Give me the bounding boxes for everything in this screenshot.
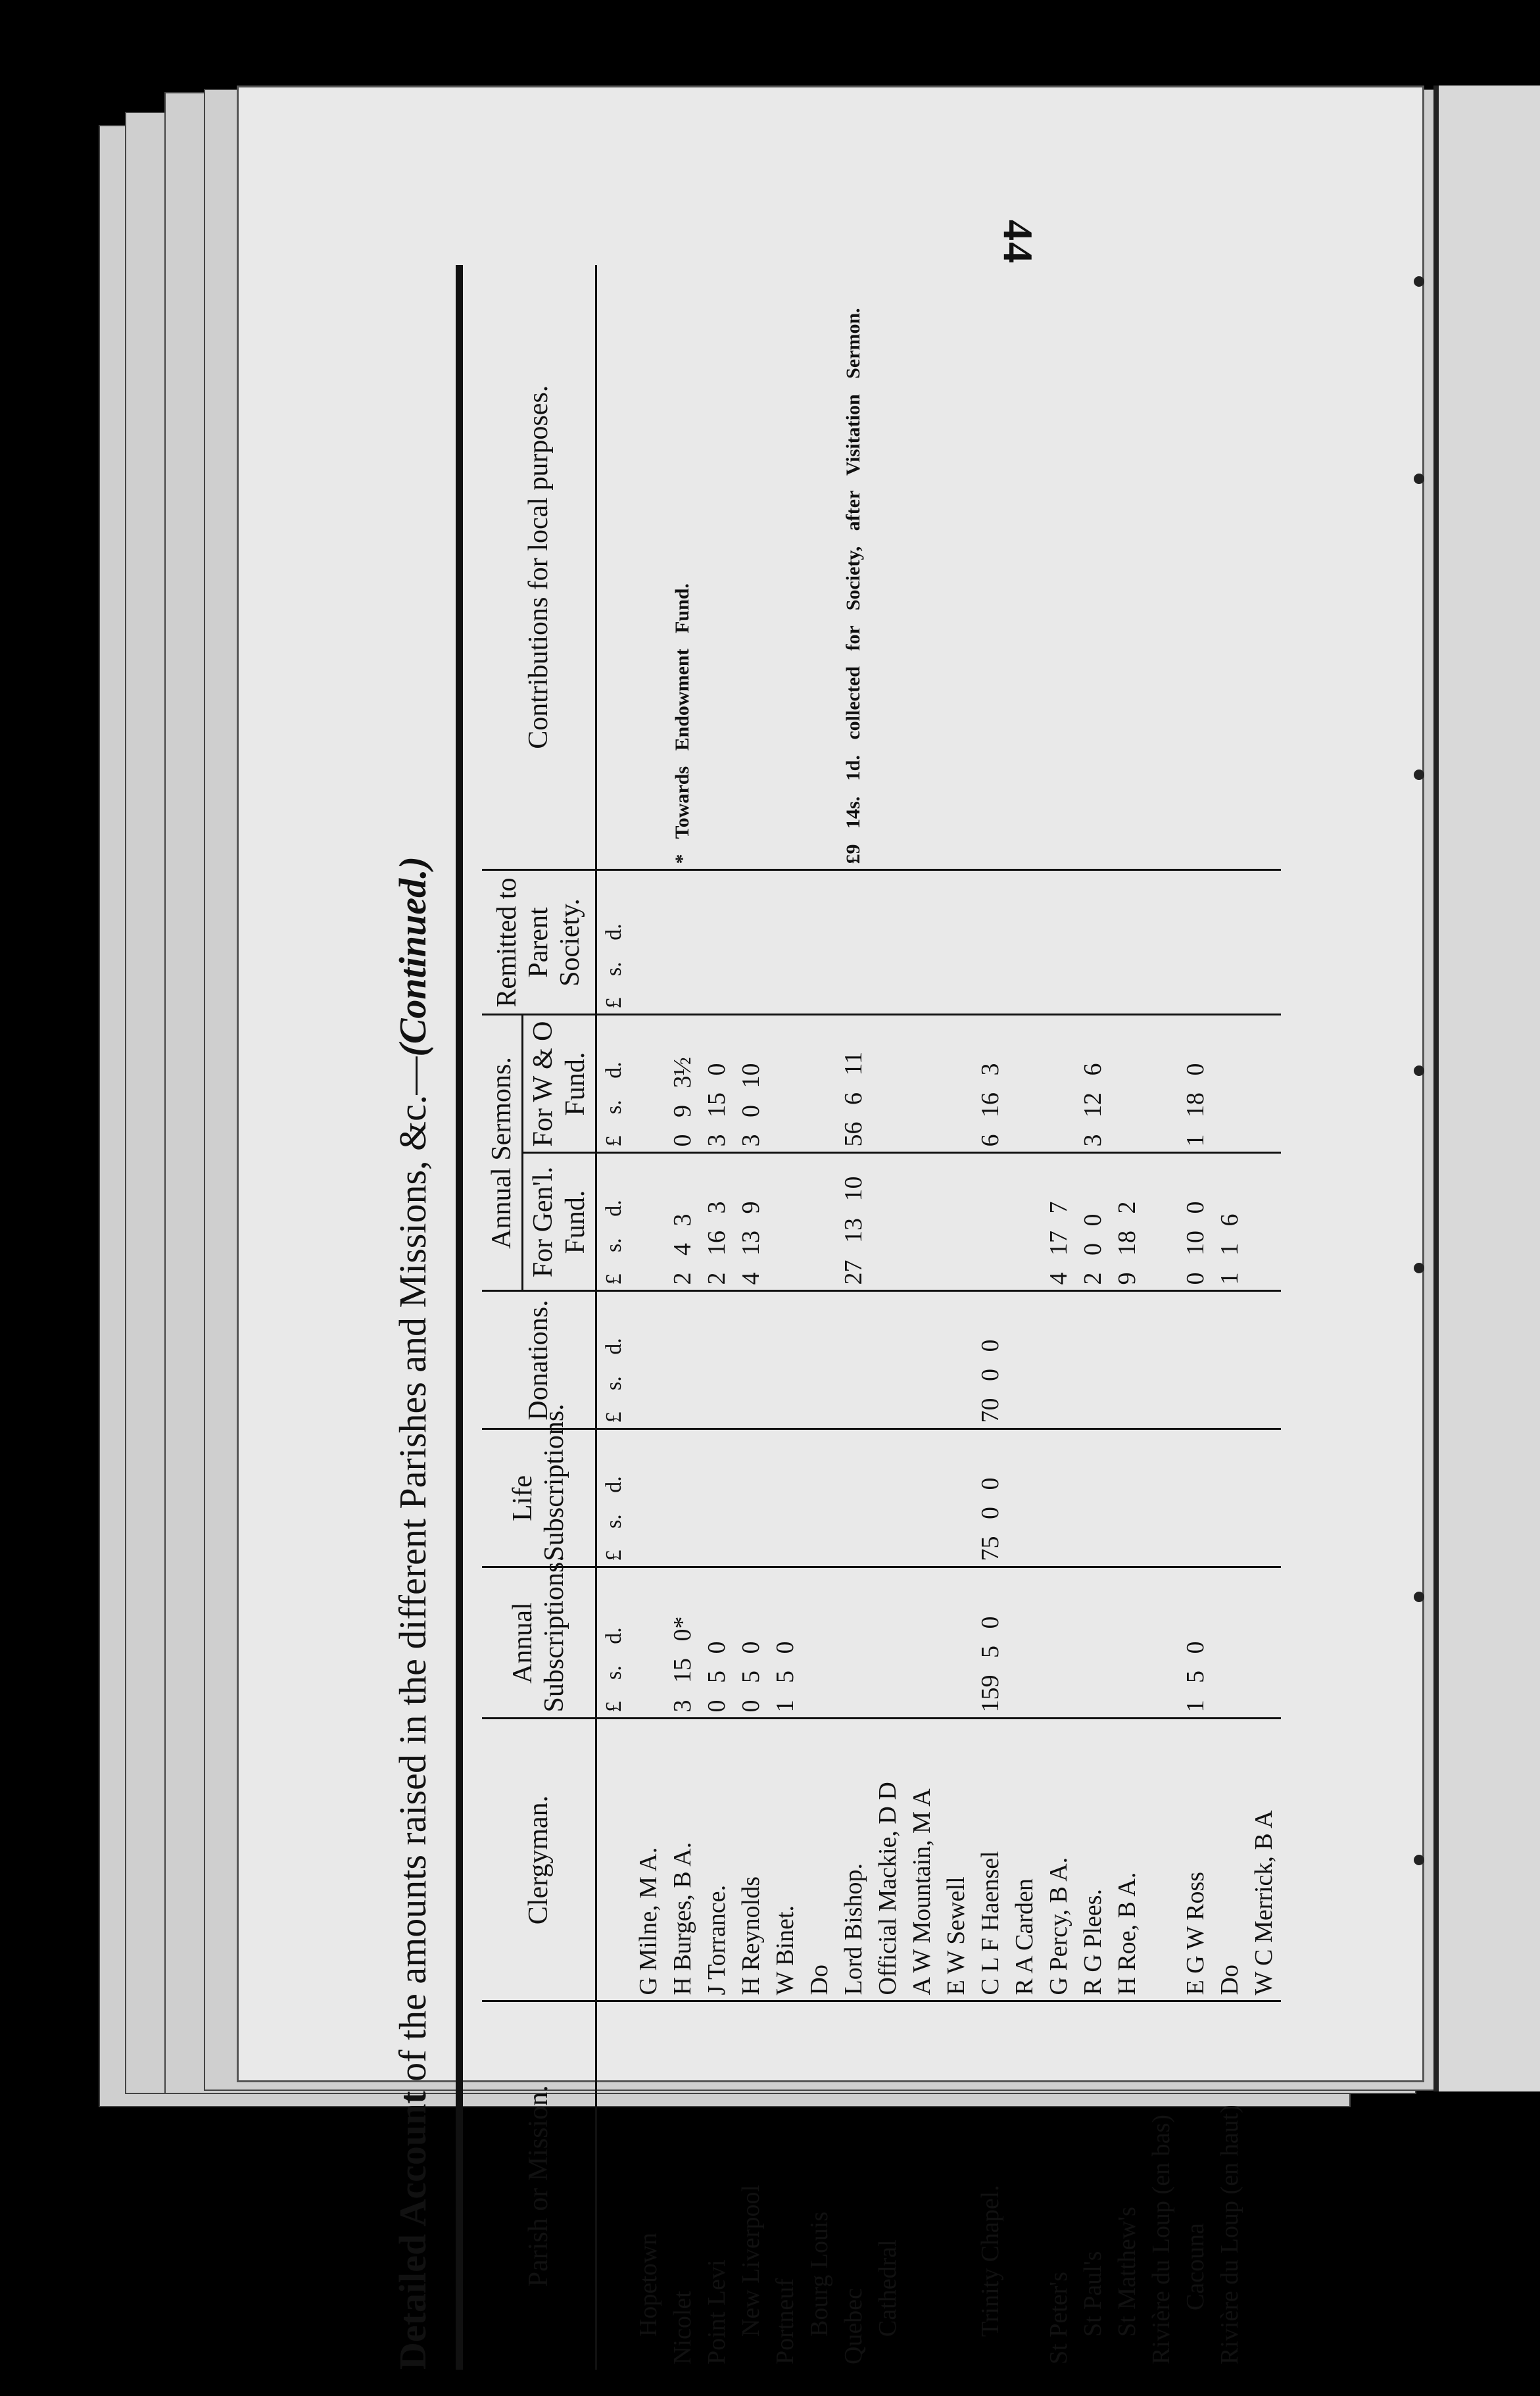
annual-cell [631,1567,665,1719]
table-row [939,265,973,2370]
scan-speck [1414,474,1424,484]
annual-cell [1144,1567,1178,1719]
clergy-cell: E G W Ross [1178,1719,1213,2001]
donations-cell [734,1291,768,1429]
local-cell [905,265,939,870]
local-cell [1213,265,1247,870]
remitted-cell [665,870,700,1015]
title-continued: (Continued.) [391,856,434,1057]
annual-cell [1042,1567,1076,1719]
title-lead: Detailed Account [391,2091,434,2370]
table-row [905,265,939,2370]
annual-cell [871,1567,905,1719]
donations-cell [905,1291,939,1429]
gen-cell: 2 4 3 [665,1153,700,1291]
life-cell [1110,1429,1144,1567]
remitted-cell [1076,870,1110,1015]
wo-cell: 6 16 3 [973,1015,1007,1153]
life-cell [665,1429,700,1567]
table-row [1144,265,1178,2370]
parish-cell: Bourg Louis [805,2211,833,2337]
remitted-cell [836,870,871,1015]
annual-cell: 0 5 0 [734,1567,768,1719]
units-label: £ s. d. [596,870,631,1015]
header-wo-fund: For W & O Fund. [523,1015,596,1153]
donations-cell [1110,1291,1144,1429]
scan-speck [1414,276,1424,287]
parish-cell: New Liverpool [736,2184,765,2337]
donations-cell [1144,1291,1178,1429]
annual-cell: 0 5 0 [700,1567,734,1719]
clergy-cell: Official Mackie, D D [871,1719,905,2001]
gen-cell: 0 10 0 [1178,1153,1213,1291]
donations-cell: 70 0 0 [973,1291,1007,1429]
donations-cell [768,1291,802,1429]
scan-speck [1414,770,1424,780]
donations-cell [665,1291,700,1429]
page-number: 44 [995,220,1042,264]
annual-cell [939,1567,973,1719]
table-row [631,265,665,2370]
donations-cell [1213,1291,1247,1429]
local-cell [939,265,973,870]
life-cell: 75 0 0 [973,1429,1007,1567]
facing-page [1433,86,1540,2091]
parish-cell: Portneuf [771,2278,799,2364]
annual-cell [836,1567,871,1719]
wo-cell: 3 15 0 [700,1015,734,1153]
gen-cell: 4 13 9 [734,1153,768,1291]
header-donations: Donations. [482,1291,596,1429]
local-cell [1144,265,1178,870]
gen-cell [1007,1153,1042,1291]
donations-cell [836,1291,871,1429]
wo-cell [1110,1015,1144,1153]
wo-cell [631,1015,665,1153]
life-cell [1247,1429,1281,1567]
page-title [377,265,449,2370]
table-row [802,265,836,2370]
clergy-cell: H Roe, B A. [1110,1719,1144,2001]
parish-cell: Rivière du Loup (en haut) [1215,2105,1243,2364]
table-row [734,265,768,2370]
local-cell [1178,265,1213,870]
gen-cell [1144,1153,1178,1291]
parish-cell [1247,2001,1281,2370]
parish-cell: Point Levi [702,2259,731,2364]
wo-cell [802,1015,836,1153]
remitted-cell [871,870,905,1015]
local-cell [1076,265,1110,870]
remitted-cell [734,870,768,1015]
local-cell: * Towards Endowment Fund. [665,265,700,870]
table-body [596,265,1281,2370]
table-row [1007,265,1042,2370]
units-label: £ s. d. [596,1429,631,1567]
remitted-cell [768,870,802,1015]
life-cell [700,1429,734,1567]
gen-cell: 1 1 6 [1213,1153,1247,1291]
gen-cell [802,1153,836,1291]
remitted-cell [802,870,836,1015]
remitted-cell [905,870,939,1015]
donations-cell [1247,1291,1281,1429]
local-cell [1110,265,1144,870]
remitted-cell [1144,870,1178,1015]
scan-speck [1414,1855,1424,1865]
parish-cell [905,2001,939,2370]
wo-cell [939,1015,973,1153]
table-row [973,265,1007,2370]
wo-cell [1042,1015,1076,1153]
clergy-cell: C L F Haensel [973,1719,1007,2001]
remitted-cell [700,870,734,1015]
annual-cell [1076,1567,1110,1719]
annual-cell [1213,1567,1247,1719]
annual-cell [1110,1567,1144,1719]
wo-cell [768,1015,802,1153]
header-annual-subscriptions: Annual Subscriptions. [482,1567,596,1719]
clergy-cell: Do [1213,1719,1247,2001]
remitted-cell [1247,870,1281,1015]
remitted-cell [1042,870,1076,1015]
wo-cell [1247,1015,1281,1153]
life-cell [871,1429,905,1567]
table-row [1110,265,1144,2370]
local-cell: £9 14s. 1d. collected for Society, after Visitation Sermon. [836,265,871,870]
units-label: £ s. d. [596,1153,631,1291]
life-cell [1178,1429,1213,1567]
wo-cell [905,1015,939,1153]
annual-cell: 159 5 0 [973,1567,1007,1719]
parish-cell: St Peter's [1044,2272,1072,2364]
table-row [1213,265,1247,2370]
clergy-cell: R G Plees. [1076,1719,1110,2001]
gen-cell [1247,1153,1281,1291]
life-cell [802,1429,836,1567]
gen-cell [768,1153,802,1291]
clergy-cell: R A Carden [1007,1719,1042,2001]
wo-cell: 56 6 11 [836,1015,871,1153]
parish-cell: Hopetown [634,2232,662,2337]
annual-cell: 1 5 0 [768,1567,802,1719]
annual-cell [1007,1567,1042,1719]
life-cell [1213,1429,1247,1567]
remitted-cell [1110,870,1144,1015]
donations-cell [700,1291,734,1429]
remitted-cell [1178,870,1213,1015]
wo-cell [1144,1015,1178,1153]
annual-cell [905,1567,939,1719]
header-local-purposes: Contributions for local purposes. [482,265,596,870]
local-cell [871,265,905,870]
table-row [1247,265,1281,2370]
local-cell [734,265,768,870]
parish-cell: St Paul's [1078,2251,1107,2337]
scan-speck [1414,1592,1424,1602]
local-cell [1042,265,1076,870]
header-general-fund: For Gen'l. Fund. [523,1153,596,1291]
scan-speck [1414,1065,1424,1076]
table-row [836,265,871,2370]
life-cell [905,1429,939,1567]
clergy-cell: H Burges, B A. [665,1719,700,2001]
local-cell [802,265,836,870]
header-remitted: Remitted to Parent Society. [482,870,596,1015]
parish-cell [1007,2001,1042,2370]
table-row [1042,265,1076,2370]
gen-cell: 2 0 0 [1076,1153,1110,1291]
annual-cell: 1 5 0 [1178,1567,1213,1719]
life-cell [939,1429,973,1567]
clergy-cell: H Reynolds [734,1719,768,2001]
local-cell [973,265,1007,870]
life-cell [734,1429,768,1567]
life-cell [631,1429,665,1567]
donations-cell [631,1291,665,1429]
clergy-cell: W C Merrick, B A [1247,1719,1281,2001]
clergy-cell: G Percy, B A. [1042,1719,1076,2001]
donations-cell [1007,1291,1042,1429]
rotated-table-region [377,226,1403,2396]
parish-cell [939,2001,973,2370]
gen-cell [939,1153,973,1291]
parish-cell: Cathedral [873,2239,902,2337]
gen-cell: 4 17 7 [1042,1153,1076,1291]
clergy-cell: Lord Bishop. [836,1719,871,2001]
remitted-cell [973,870,1007,1015]
units-row [596,265,631,2370]
wo-cell: 0 9 3½ [665,1015,700,1153]
parish-cell: St Matthew's [1113,2207,1141,2337]
units-label: £ s. d. [596,1291,631,1429]
local-cell [700,265,734,870]
clergy-cell: G Milne, M A. [631,1719,665,2001]
clergy-cell: E W Sewell [939,1719,973,2001]
table-row [700,265,734,2370]
table-row [768,265,802,2370]
donations-cell [871,1291,905,1429]
donations-cell [1042,1291,1076,1429]
gen-cell [905,1153,939,1291]
wo-cell [1213,1015,1247,1153]
wo-cell: 3 12 6 [1076,1015,1110,1153]
wo-cell: 1 18 0 [1178,1015,1213,1153]
clergy-cell: Do [802,1719,836,2001]
life-cell [1144,1429,1178,1567]
wo-cell [871,1015,905,1153]
wo-cell [1007,1015,1042,1153]
document-page [237,86,1424,2370]
clergy-cell: A W Mountain, M A [905,1719,939,2001]
header-life-subscriptions: Life Subscriptions. [482,1429,596,1567]
table-row [665,265,700,2370]
parish-cell: Cacouna [1181,2223,1209,2310]
annual-cell [802,1567,836,1719]
table-row [1076,265,1110,2370]
donations-cell [939,1291,973,1429]
local-cell [768,265,802,870]
local-cell [1007,265,1042,870]
gen-cell: 27 13 10 [836,1153,871,1291]
title-text: of the amounts raised in the different Parishes and Missions, &c.— [391,1056,434,2091]
remitted-cell [1007,870,1042,1015]
header-parish: Parish or Mission. [482,2001,596,2370]
annual-cell: 3 15 0* [665,1567,700,1719]
scan-speck [1414,1263,1424,1273]
remitted-cell [631,870,665,1015]
clergy-cell: W Binet. [768,1719,802,2001]
donations-cell [1178,1291,1213,1429]
title-rule [456,265,463,2370]
table-row [871,265,905,2370]
parish-cell: Quebec [839,2287,867,2364]
accounts-table [482,265,1281,2370]
parish-cell: Nicolet [668,2291,696,2364]
local-cell [1247,265,1281,870]
life-cell [836,1429,871,1567]
header-annual-sermons: Annual Sermons. [482,1015,523,1291]
clergy-cell [1144,1719,1178,2001]
parish-cell: Trinity Chapel. [976,2185,1004,2337]
header-clergyman: Clergyman. [482,1719,596,2001]
annual-cell [1247,1567,1281,1719]
clergy-cell: J Torrance. [700,1719,734,2001]
gen-cell [631,1153,665,1291]
units-label: £ s. d. [596,1567,631,1719]
remitted-cell [939,870,973,1015]
life-cell [1076,1429,1110,1567]
parish-cell: Rivière du Loup (en bas) [1147,2115,1175,2364]
wo-cell: 3 0 10 [734,1015,768,1153]
gen-cell [871,1153,905,1291]
table-row [1178,265,1213,2370]
life-cell [1042,1429,1076,1567]
gen-cell: 2 16 3 [700,1153,734,1291]
remitted-cell [1213,870,1247,1015]
gen-cell [973,1153,1007,1291]
local-cell [631,265,665,870]
life-cell [768,1429,802,1567]
donations-cell [802,1291,836,1429]
units-label: £ s. d. [596,1015,631,1153]
life-cell [1007,1429,1042,1567]
gen-cell: 9 18 2 [1110,1153,1144,1291]
donations-cell [1076,1291,1110,1429]
